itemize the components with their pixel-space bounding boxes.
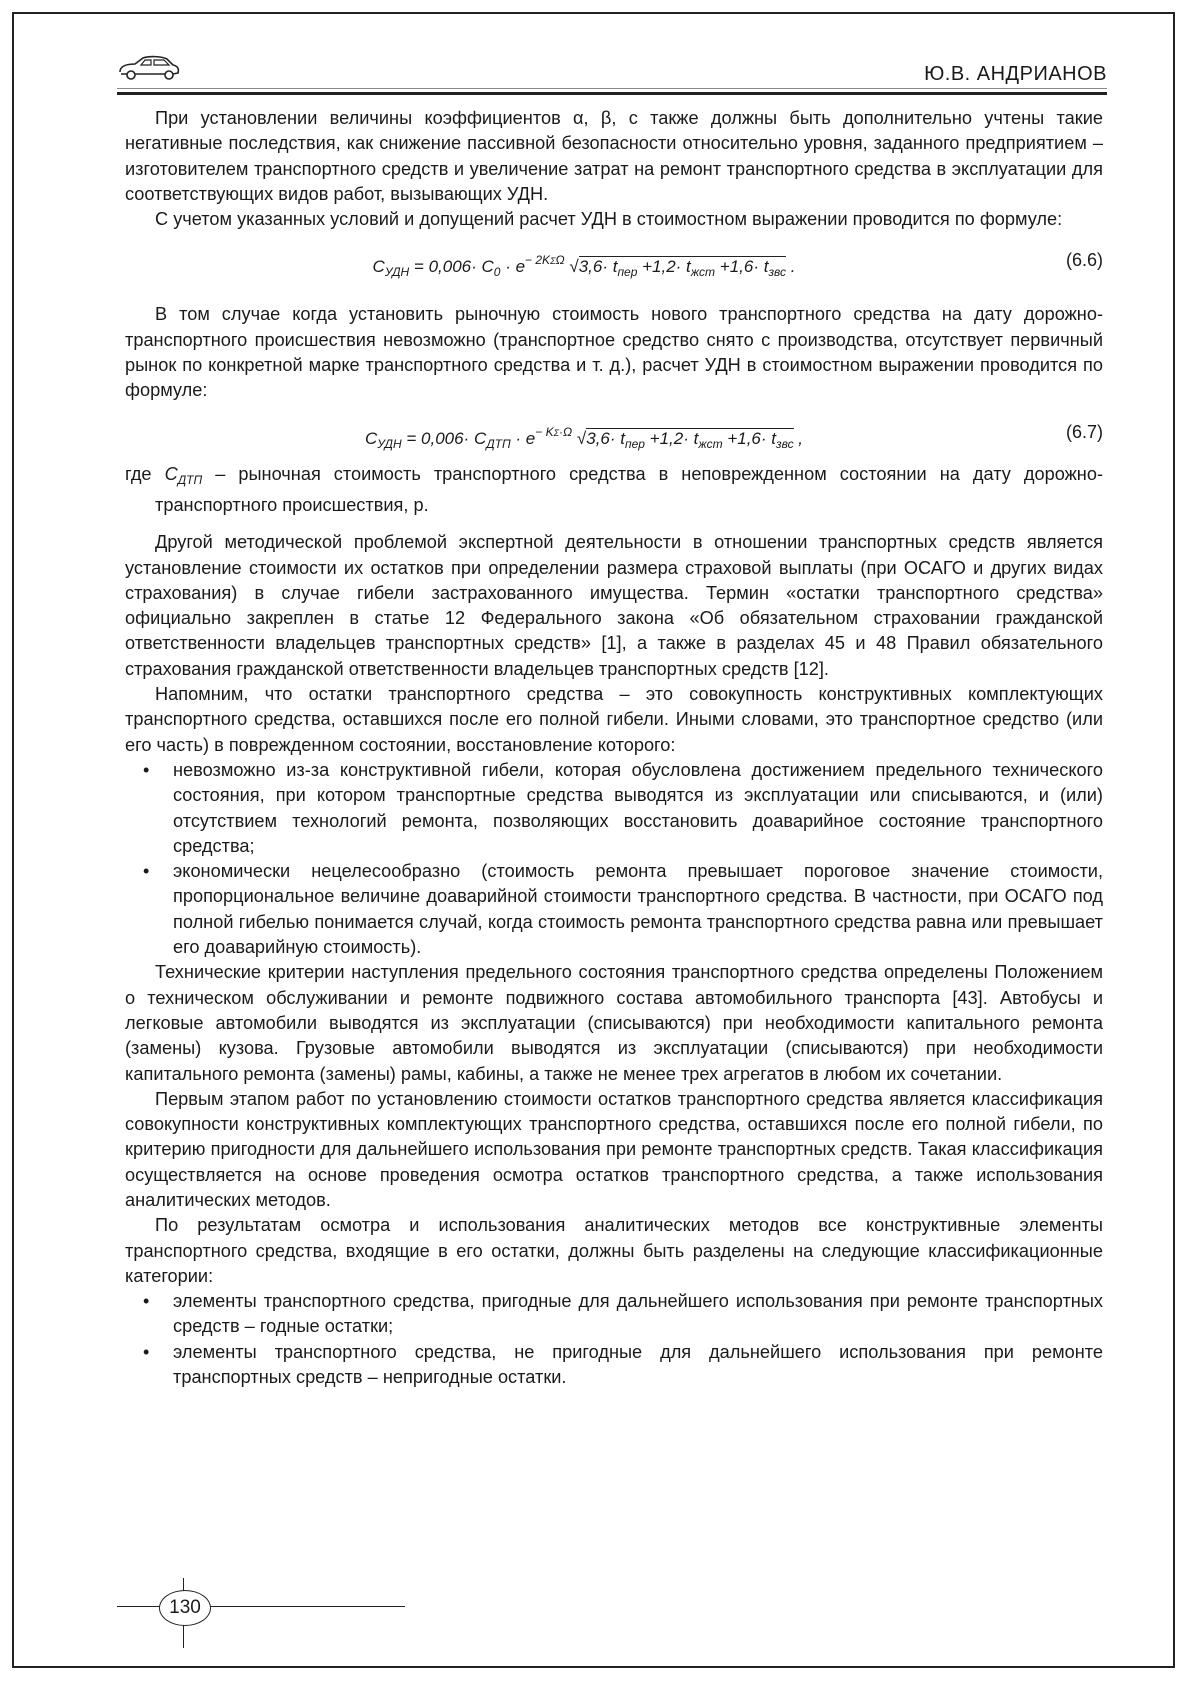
paragraph: В том случае когда установить рыночную стоимость нового транспортного средства на дату дорожно-транспортного происшествия невозможно (транспортное средство снято с производства, отсутствует первичный рынок по конкретной марке транспортного средства и т. д.), расчет УДН в стоимостном выражении проводится по формуле: xyxy=(125,304,1103,401)
formula-6-7 xyxy=(125,408,1103,458)
page-header xyxy=(117,48,1107,92)
list-item: • элементы транспортного средства, не пригодные для дальнейшего использования при ремонте транспортных средств – непригодные остатки. xyxy=(125,1340,1103,1391)
paragraph: При установлении величины коэффициентов α, β, с также должны быть дополнительно учтены такие негативные последствия, как снижение пассивной безопасности относительно уровня, заданного предприятием – изготовителем транспортного средств и увеличение затрат на ремонт транспортного средства в эксплуатации для соответствующих видов работ, вызывающих УДН. xyxy=(125,108,1103,204)
list-item: • элементы транспортного средства, пригодные для дальнейшего использования при ремонте транспортных средств – годные остатки; xyxy=(125,1289,1103,1340)
paragraph: Другой методической проблемой экспертной деятельности в отношении транспортных средств является установление стоимости их остатков при определении размера страховой выплаты (при ОСАГО и других видах страхования) в случае гибели застрахованного имущества. Термин «остатки транспортного средства» официально закреплен в статье 12 Федерального закона «Об обязательном страховании гражданской ответственности владельцев транспортных средств» [1], а также в разделах 45 и 48 Правил обязательного страхования гражданской ответственности владельцев транспортных средств [12]. xyxy=(125,532,1103,679)
paragraph: По результатам осмотра и использования аналитических методов все конструктивные элементы транспортного средства, входящие в его остатки, должны быть разделены на следующие классификационные категории: xyxy=(125,1215,1103,1286)
paragraph: Первым этапом работ по установлению стоимости остатков транспортного средства является классификация совокупности конструктивных комплектующих транспортного средства, оставшихся после его полной гибели, по критерию пригодности для дальнейшего использования при ремонте транспортных средств. Такая классификация осуществляется на основе проведения осмотра остатков транспортного средства, а также использования аналитических методов. xyxy=(125,1088,1103,1210)
list-item: • экономически нецелесообразно (стоимость ремонта превышает пороговое значение стоимости, пропорциональное величине доаварийной стоимости транспортного средства. В частности, при ОСАГО под полной гибелью понимается случай, когда стоимость ремонта транспортного средства равна или превышает его доаварийную стоимость). xyxy=(125,859,1103,960)
list-item: • невозможно из-за конструктивной гибели, которая обусловлена достижением предельного технического состояния, при котором транспортные средства выводятся из эксплуатации или списываются, и (или) отсутствием технологий ремонта, позволяющих восстановить доаварийное состояние транспортного средства; xyxy=(125,758,1103,859)
formula-6-6 xyxy=(125,236,1103,286)
bullet-list xyxy=(125,1289,1103,1390)
formula-number: (6.6) xyxy=(1065,250,1103,271)
formula-expression: $C_{УДН} = 0,006\cdot C_{ДТП} \cdot e^{- K\Sigma\cdot\Omega}$ $√3,6\cdot t_{пер} +1,2\cdot t_{жст} +1,6\cdot t_{звс}$ , xyxy=(364,424,804,451)
paragraph: Технические критерии наступления предельного состояния транспортного средства определены Положением о техническом обслуживании и ремонте подвижного состава автомобильного транспорта [43]. Автобусы и легковые автомобили выводятся из эксплуатации (списываются) при необходимости капитального ремонта (замены) кузова. Грузовые автомобили выводятся из эксплуатации (списываются) при необходимости капитального ремонта (замены) рамы, кабины, а также не менее трех агрегатов в любом их сочетании. xyxy=(125,962,1103,1084)
where-clause: где $C_{ДТП}$ – рыночная стоимость транспортного средства в неповрежденном состоянии на дату дорожно-транспортного происшествия, р. xyxy=(125,463,1104,515)
paragraph: Напомним, что остатки транспортного средства – это совокупность конструктивных комплектующих транспортного средства, оставшихся после его полной гибели. Иными словами, это транспортное средство (или его часть) в поврежденном состоянии, восстановление которого: xyxy=(125,684,1103,755)
car-icon xyxy=(117,54,181,82)
header-rule-thin xyxy=(117,88,1107,89)
running-head-author: Ю.В. АНДРИАНОВ xyxy=(924,63,1107,85)
paragraph: С учетом указанных условий и допущений расчет УДН в стоимостном выражении проводится по формуле: xyxy=(155,209,1063,230)
formula-number: (6.7) xyxy=(1065,421,1103,442)
page-number: 130 xyxy=(159,1590,211,1626)
page-body xyxy=(125,106,1103,1390)
page-footer xyxy=(117,1578,417,1648)
bullet-list xyxy=(125,758,1103,960)
header-rule xyxy=(117,92,1107,95)
formula-expression: $C_{УДН} = 0,006\cdot C_0 \cdot e^{- 2K\Sigma\Omega}$ $√3,6\cdot t_{пер} +1,2\cdot t_{жст} +1,6\cdot t_{звс}$ . xyxy=(372,253,796,280)
